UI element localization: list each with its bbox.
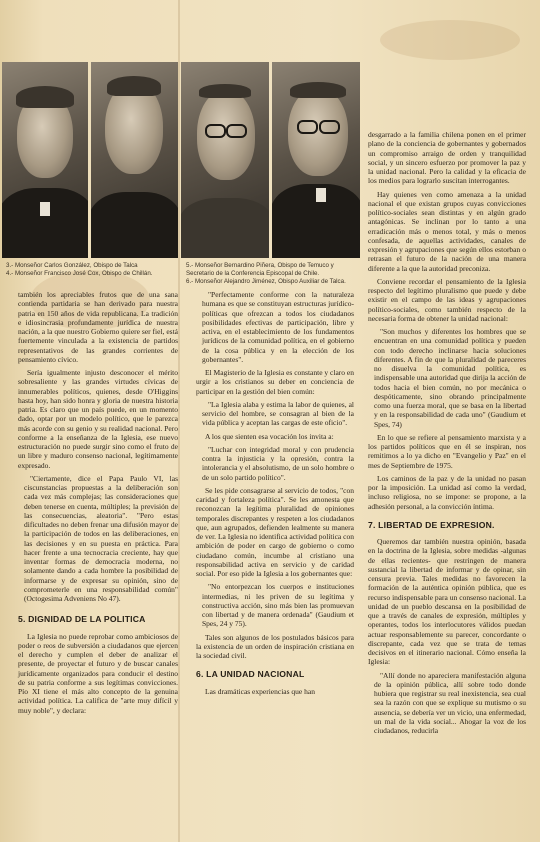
paragraph: Conviene recordar el pensamiento de la Iglesia respecto del legítimo pluralismo que puede y debe existir en el campo de las ideas y agrupaciones político-sociales, como también respecto de la necesaria forma de obtener la unidad nacional: [368,276,526,323]
paragraph: Los caminos de la paz y de la unidad no pasan por la imposición. La unidad así como la verdad, incluso religiosa, no se impone: se propone, a la adhesión personal, a la convicción íntima. [368,473,526,511]
portrait-hair [107,76,161,96]
section-heading-5: 5. DIGNIDAD DE LA POLITICA [18,614,146,625]
paragraph: A los que sienten esa vocación los invita a: [205,431,334,441]
paragraph: Hay quienes ven como amenaza a la unidad nacional el que existan grupos cuyas convicciones político-sociales sean distintas y en algún grado antagónicas. Se inclinan por lo tanto a una erradicación más o menos total, y más o menos confesada, de aquellas actividades, canales de expresión y agrupaciones que según ellos estorban o retrasan el futuro de la nación de una manera diferente a la que la autoridad preconiza. [368,189,526,273]
paragraph: La Iglesia no puede reprobar como ambiciosos de poder o reos de subversión a ciudadanos que ejercen el derecho y cumplen el deber de analizar el presente, de proyectar el futuro y de buscar canales jurídicamente organizados para conducir el destino de su patria conforme a sus legítimas convicciones. Pío XI tiene el más alto concepto de la genuina actividad política. La califica de "arte muy difícil y muy noble", y declara: [18,631,178,715]
paragraph: desgarrado a la familia chilena ponen en el primer plano de la conciencia de gobernantes y gobernados un compromiso arraigo de orden y tranquilidad social, y un sincero esfuerzo por promover la paz y la unidad nacional. Pero la calidad y la eficacia de los medios para lograrlo suscitan interrogantes. [368,130,526,186]
photo-pinera [181,62,269,258]
glasses-icon [205,124,226,138]
paragraph: En lo que se refiere al pensamiento marxista y a los partidos políticos que en él se inspiran, nos remitimos a lo ya dicho en "Evangelio y Paz" en el mes de Septiembre de 1975. [368,432,526,470]
photo-jimenez [272,62,360,258]
paragraph: El Magisterio de la Iglesia es constante y claro en urgir a los cristianos su deber en conciencia de participar en la gestión del bien común: [196,368,354,396]
column-1 [18,290,178,838]
jacket [181,198,269,258]
section-heading-6: 6. LA UNIDAD NACIONAL [196,669,305,680]
quote-paragraph: "Ciertamente, dice el Papa Paulo VI, las ciscunstancias propuestas a la deliberación son cada vez más complejas; las consideraciones que deben tenerse en cuenta, múltiples; la previsión de las consecuencias, aleatoria". "Pero estas dificultades no deben frenar una difusión mayor de la participación de todos en las deliberaciones, en las decisiones y en su puesta en práctica. Para hacer frente a una tecnocracia creciente, hay que inventar formas de democracia moderna, no solamente dando a cada hombre la posibilidad de informarse y de expresar su opinión, sino de comprometerle en una responsabilidad común" (Octogesima Adveniens No 47). [24,473,178,603]
paragraph: Queremos dar también nuestra opinión, basada en la doctrina de la Iglesia, sobre medidas -algunas de ellas recientes- que restringen de manera sustancial la libertad de informar y de opinar, sin censura previa. Tales medidas no favorecen la formación de la auténtica opinión pública, que es recurso indispensable para un consenso nacional. La unidad de un pueblo descansa en la posibilidad de que a través de canales de expresión, múltiples y operantes, todos los interlocutores válidos puedan actuar responsablemente su parecer, concordante o discrepante, cada vez que se trata de temas decisivos en el itinerario nacional. Cómo enseña la Iglesia: [368,537,526,667]
portrait-face [288,88,348,176]
quote-paragraph: "Allí donde no apareciera manifestación alguna de la opinión pública, allí sobre todo donde hubiera que registrar su real inexistencia, sea cual sea la razón con que se explique su mutismo o su ausencia, se debería ver un vicio, una enfermedad, un mal de la vida social... Ahogar la voz de los ciudadanos, reducirla [374,670,526,735]
quote-paragraph: "Luchar con integridad moral y con prudencia contra la injusticia y la opresión, contra la intolerancia y el absolutismo, de un solo hombre o de un solo partido político". [202,444,354,482]
portrait-hair [199,84,251,98]
portrait-hair [290,82,346,98]
paragraph: Se les pide consagrarse al servicio de todos, "con caridad y fortaleza política". Se les amonesta que reconozcan la legítima pluralidad de opiniones temporales discrepantes y respeten a los ciudadanos que, aun agrupados, defienden lealmente su manera de ver. La Iglesia no identifica actividad política con ambición de poder en cargo de gobierno o como ciudadano común, incumbe al cristiano una responsabilidad activa en servicio y de caridad social. Por eso pide la Iglesia a los gobernantes que: [196,485,354,578]
glasses-icon [319,120,340,134]
quote-paragraph: "La Iglesia alaba y estima la labor de quienes, al servicio del hombre, se consagran al bien de la vida pública y aceptan las cargas de este oficio". [202,399,354,428]
portrait-hair [16,86,74,108]
paragraph: Sería igualmente injusto desconocer el mérito sobresaliente y las grandes virtudes cívicas de innumerables políticos, quienes, desde O'Higgins hasta hoy, han sido honra y gloria de nuestra historia patria. Es claro que un país puede, en un momento dado, optar por un modelo político, que le parezca más acorde con su genio y su realidad nacional. Pero conforme a la enseñanza de la Iglesia, ese nuevo estructuración no puede surgir sino como el fruto de un libre y maduro consenso nacional, legítimamente expresado. [18,368,178,470]
glasses-icon [226,124,247,138]
clerical-collar [316,188,326,202]
quote-paragraph: "Perfectamente conforme con la naturaleza humana es que se constituyan estructuras jurídico-políticas que ofrezcan a todos los ciudadanos posibilidades efectivas de participación, libre y activa, en el establecimiento de los fundamentos jurídicos de la comunidad política, en el gobierno de la cosa pública y en la elección de los gobernantes". [202,290,354,364]
paper-stain [380,20,520,60]
section-heading-7: 7. LIBERTAD DE EXPRESION. [368,519,495,530]
cassock [91,192,178,258]
quote-paragraph: "No entorpezcan los cuerpos e instituciones intermedias, ni les priven de su legítima y constructiva acción, sino más bien las promuevan con libertad y de manera ordenada" (Gaudium et Spes, 24 y 75). [202,582,354,629]
paragraph: Las dramáticas experiencias que han [205,686,315,696]
clerical-collar [40,202,50,216]
caption-photos-5-6: 5.- Monseñor Bernardino Piñera, Obispo de Temuco y Secretario de la Conferencia Episcopal de Chile. 6.- Monseñor Alejandro Jiménez, Obispo Auxiliar de Talca. [186,262,346,285]
paragraph: Tales son algunos de los postulados básicos para la existencia de un orden de inspiración cristiana en la sociedad civil. [196,632,354,660]
caption-photos-3-4: 3.- Monseñor Carlos González, Obispo de Talca 4.- Monseñor Francisco José Cox, Obispo de Chillán. [6,262,153,277]
cassock [2,188,88,258]
paragraph: también los apreciables frutos que de una sana contienda partidaria se han derivado para nuestra patria en 150 años de vida republicana. La tradición e idiosincrasia profundamente jurídica de nuestra nación, a la que nuestro Gobierno quiere ser fiel, está fuertemente vinculada a la existencia de partidos representativos de las grandes corrientes de pensamiento cívico. [18,290,178,364]
column-3 [368,130,526,838]
column-2 [196,290,354,838]
quote-paragraph: "Son muchos y diferentes los hombres que se encuentran en una comunidad política y pueden con todo derecho inclinarse hacia soluciones diferentes. A fin de que la pluralidad de pareceres no disuelva la comunidad política, es indispensable una autoridad que dirija la acción de todos hacia el bien común, no por mecánica o despóticamente, sino obrando principalmente como una fuerza moral, que se basa en la libertad y en la responsabilidad de cada uno" (Gaudium et Spes, 74) [374,327,526,429]
photo-cox [91,62,178,258]
photo-gonzalez [2,62,88,258]
glasses-icon [297,120,318,134]
bishops-photo-strip [0,62,360,258]
